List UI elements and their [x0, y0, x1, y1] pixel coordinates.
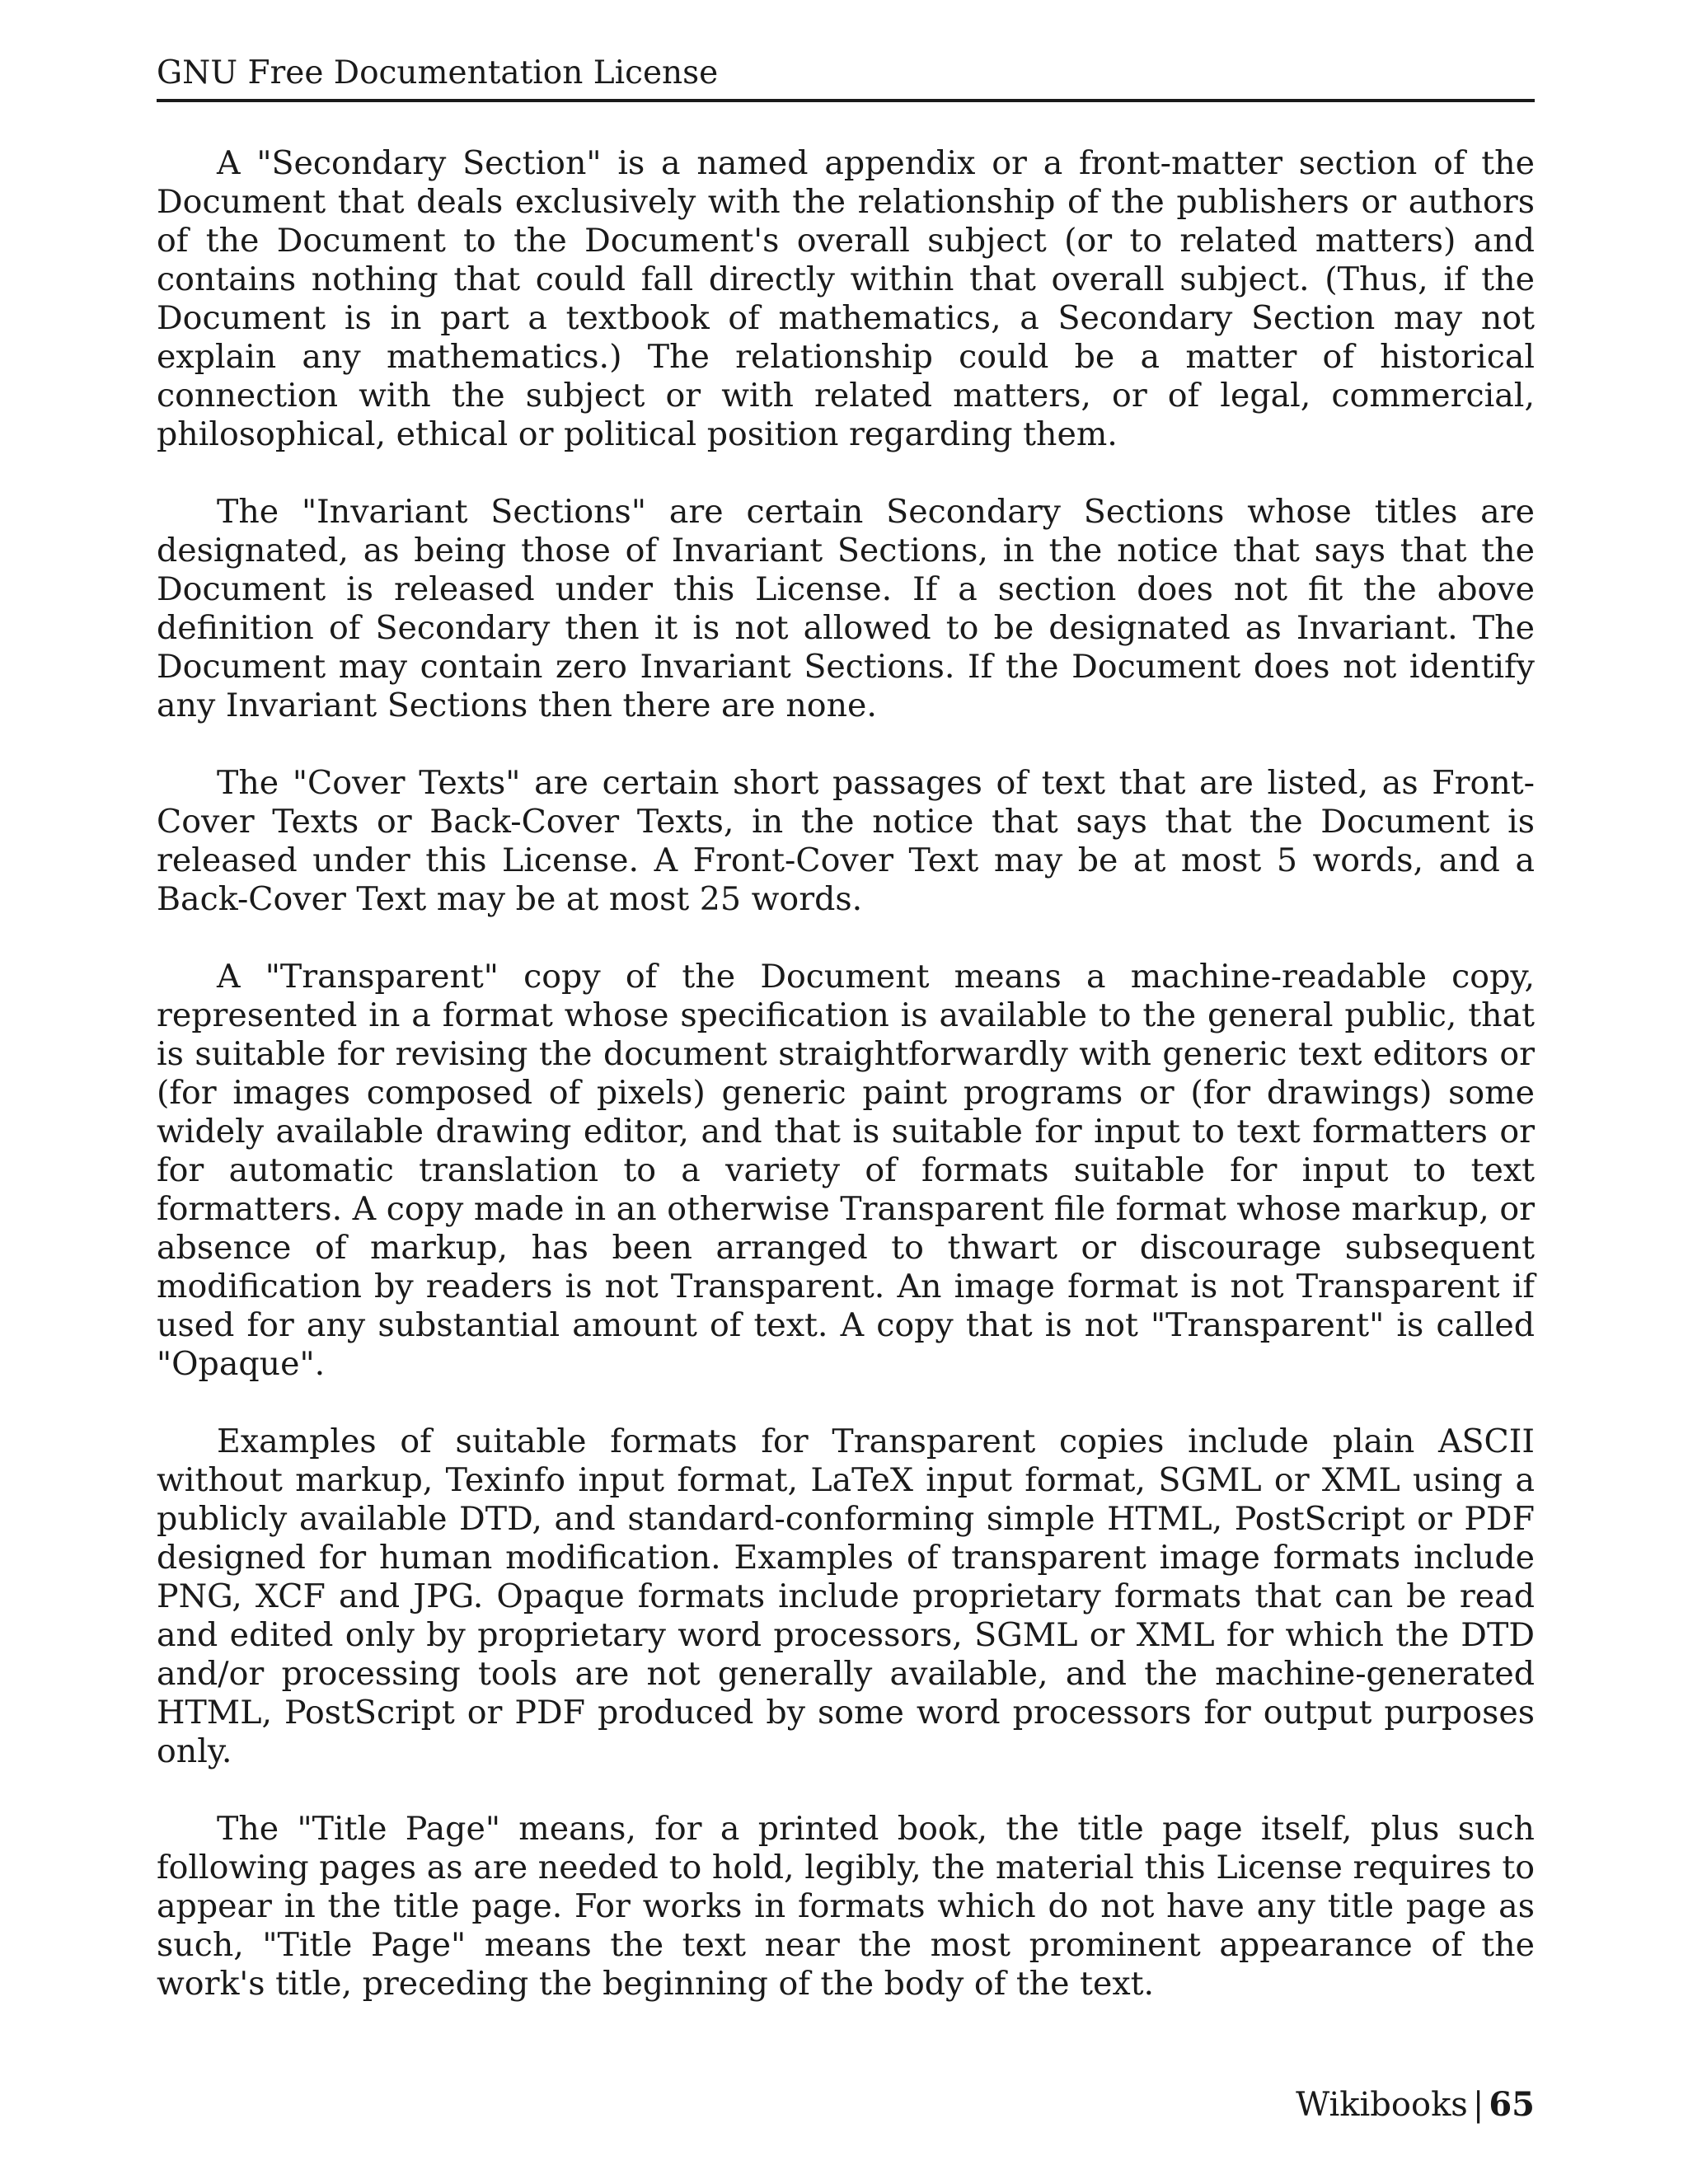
document-body: [157, 144, 1535, 2042]
footer-publisher: Wikibooks: [1296, 2086, 1468, 2124]
paragraph-secondary-section: A "Secondary Section" is a named appendix or a front-matter section of the Document that deals exclusively with the relationship of the publishers or authors of the Document to the Document's overall subject (or to related matters) and contains nothing that could fall directly within that overall subject. (Thus, if the Document is in part a textbook of mathematics, a Secondary Section may not explain any mathematics.) The relationship could be a matter of historical connection with the subject or with related matters, or of legal, commercial, philosophical, ethical or political position regarding them.: [157, 144, 1535, 453]
paragraph-transparent-copy: A "Transparent" copy of the Document means a machine-readable copy, represented in a format whose specification is available to the general public, that is suitable for revising the document straightforwardly with generic text editors or (for images composed of pixels) generic paint programs or (for drawings) some widely available drawing editor, and that is suitable for input to text formatters or for automatic translation to a variety of formats suitable for input to text formatters. A copy made in an otherwise Transparent file format whose markup, or absence of markup, has been arranged to thwart or discourage subsequent modification by readers is not Transparent. An image format is not Transparent if used for any substantial amount of text. A copy that is not "Transparent" is called "Opaque".: [157, 958, 1535, 1383]
document-page: [157, 0, 1535, 2184]
paragraph-cover-texts: The "Cover Texts" are certain short passages of text that are listed, as Front-Cover Texts or Back-Cover Texts, in the notice that says that the Document is released under this License. A Front-Cover Text may be at most 5 words, and a Back-Cover Text may be at most 25 words.: [157, 764, 1535, 918]
running-header: [157, 54, 1535, 102]
footer-separator: |: [1472, 2086, 1484, 2124]
header-title: GNU Free Documentation License: [157, 54, 719, 91]
paragraph-title-page: The "Title Page" means, for a printed book, the title page itself, plus such following pages as are needed to hold, legibly, the material this License requires to appear in the title page. For works in formats which do not have any title page as such, "Title Page" means the text near the most prominent appearance of the work's title, preceding the beginning of the body of the text.: [157, 1810, 1535, 2003]
page-number: 65: [1489, 2085, 1535, 2124]
page-footer: [1296, 2085, 1535, 2125]
paragraph-transparent-formats: Examples of suitable formats for Transparent copies include plain ASCII without markup, Texinfo input format, LaTeX input format, SGML or XML using a publicly available DTD, and standard-conforming simple HTML, PostScript or PDF designed for human modification. Examples of transparent image formats include PNG, XCF and JPG. Opaque formats include proprietary formats that can be read and edited only by proprietary word processors, SGML or XML for which the DTD and/or processing tools are not generally available, and the machine-generated HTML, PostScript or PDF produced by some word processors for output purposes only.: [157, 1422, 1535, 1770]
paragraph-invariant-sections: The "Invariant Sections" are certain Secondary Sections whose titles are designated, as being those of Invariant Sections, in the notice that says that the Document is released under this License. If a section does not fit the above definition of Secondary then it is not allowed to be designated as Invariant. The Document may contain zero Invariant Sections. If the Document does not identify any Invariant Sections then there are none.: [157, 493, 1535, 724]
